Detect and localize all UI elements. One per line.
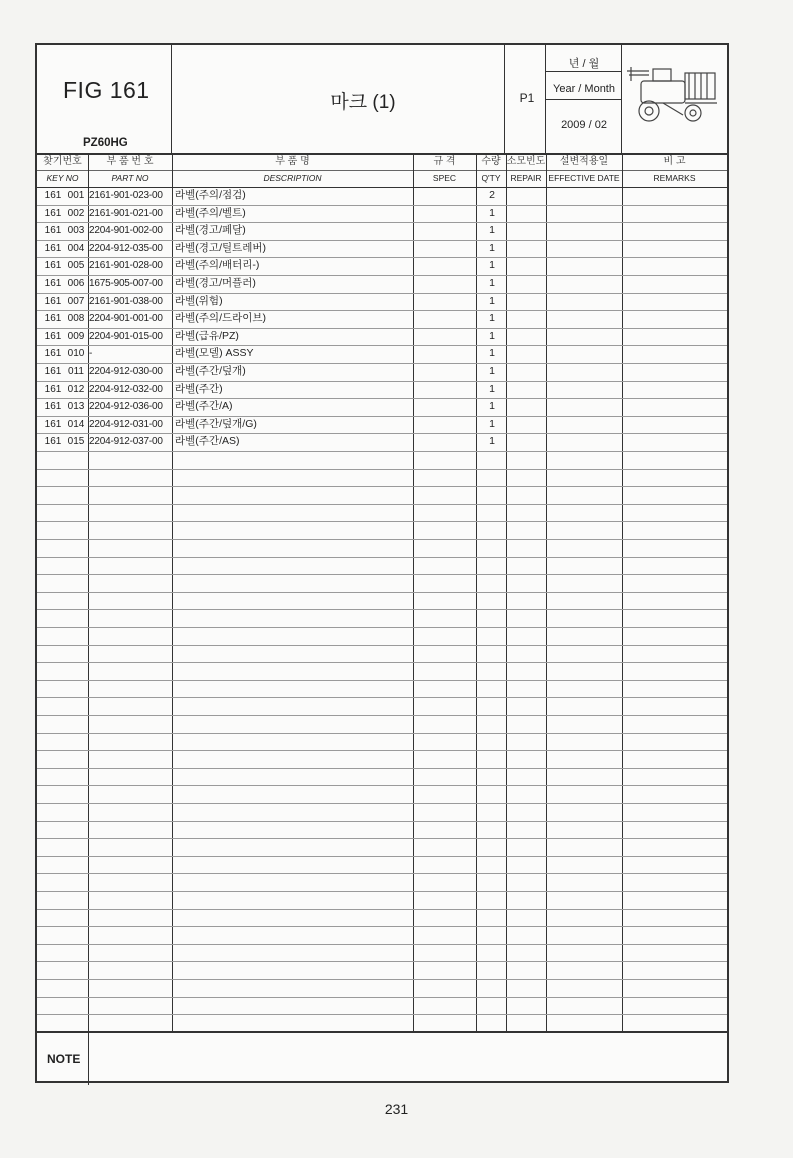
table-row xyxy=(37,310,727,329)
table-row xyxy=(37,345,727,364)
row-part: 2204-912-030-00 xyxy=(89,366,163,377)
col-part-no-en: PART NO xyxy=(111,173,149,183)
col-key-no xyxy=(37,153,88,186)
table-row xyxy=(37,363,727,382)
table-row xyxy=(37,293,727,312)
table-row-empty xyxy=(37,521,727,540)
col-part-no-ko: 부 품 번 호 xyxy=(106,156,154,167)
table-row-empty xyxy=(37,1014,727,1033)
row-key: 161 xyxy=(44,330,62,342)
table-row-empty xyxy=(37,609,727,628)
row-part: 1675-905-007-00 xyxy=(89,278,163,289)
table-row-empty xyxy=(37,997,727,1016)
row-part: 2161-901-028-00 xyxy=(89,260,163,272)
table-row-empty xyxy=(37,574,727,593)
row-desc: 라벨(주의/배터리-) xyxy=(175,259,260,272)
row-no: 008 xyxy=(67,313,85,325)
table-row-empty xyxy=(37,504,727,523)
col-description-ko: 부 품 명 xyxy=(275,156,310,167)
col-key-no-en: KEY NO xyxy=(46,173,79,183)
row-qty: 1 xyxy=(489,329,495,342)
col-qty xyxy=(476,153,506,186)
table-row-empty xyxy=(37,909,727,928)
table-row-empty xyxy=(37,785,727,804)
row-part: 2204-912-031-00 xyxy=(89,418,163,430)
col-repair-ko: 소모빈도 xyxy=(506,156,546,167)
table-row-empty xyxy=(37,926,727,945)
col-repair xyxy=(506,153,546,186)
row-qty: 1 xyxy=(489,312,495,325)
row-desc: 라벨(주간) xyxy=(175,382,223,395)
note-label: NOTE xyxy=(47,1052,81,1066)
table-row-empty xyxy=(37,803,727,822)
col-remarks xyxy=(622,153,727,186)
year-month-value: 2009 / 02 xyxy=(561,119,607,131)
column-header-row xyxy=(37,153,727,188)
divider xyxy=(171,45,172,153)
row-no: 003 xyxy=(67,225,85,237)
row-part: 2161-901-023-00 xyxy=(89,190,163,201)
table-row xyxy=(37,240,727,259)
row-key: 161 xyxy=(44,242,62,254)
col-effective-date xyxy=(546,153,622,186)
row-desc: 라벨(주의/점검) xyxy=(175,189,246,201)
row-no: 010 xyxy=(67,348,85,360)
table-row-empty xyxy=(37,961,727,980)
table-row xyxy=(37,433,727,452)
col-effective-date-en: EFFECTIVE DATE xyxy=(548,173,620,183)
row-no: 012 xyxy=(67,383,85,395)
row-key: 161 xyxy=(44,295,62,307)
row-no: 009 xyxy=(67,330,85,342)
row-qty: 1 xyxy=(489,294,495,307)
row-no: 007 xyxy=(67,295,85,307)
row-part: 2161-901-021-00 xyxy=(89,207,163,219)
row-part: 2204-912-032-00 xyxy=(89,383,163,395)
row-key: 161 xyxy=(44,383,62,395)
row-desc: 라벨(경고/머플러) xyxy=(175,277,256,289)
row-part: 2204-912-035-00 xyxy=(89,242,163,254)
row-desc: 라벨(주의/드라이브) xyxy=(175,312,267,325)
header-block xyxy=(37,45,727,155)
col-description-en: DESCRIPTION xyxy=(263,173,322,183)
row-no: 002 xyxy=(67,207,85,219)
year-month-korean: 년 / 월 xyxy=(568,58,600,70)
row-qty: 1 xyxy=(489,382,495,395)
row-qty: 1 xyxy=(489,206,495,219)
row-no: 004 xyxy=(67,242,85,254)
table-row-empty xyxy=(37,486,727,505)
col-qty-en: Q'TY xyxy=(481,173,501,183)
row-desc: 라벨(주간/A) xyxy=(175,400,233,413)
row-desc: 라벨(모델) ASSY xyxy=(175,347,254,360)
table-row xyxy=(37,205,727,224)
table-row-empty xyxy=(37,856,727,875)
row-qty: 1 xyxy=(489,259,495,272)
table-row-empty xyxy=(37,733,727,752)
row-key: 161 xyxy=(44,348,62,360)
row-part: - xyxy=(89,348,93,360)
col-spec-ko: 규 격 xyxy=(433,156,456,167)
table-row xyxy=(37,275,727,294)
rice-transplanter-icon xyxy=(623,59,723,129)
table-row-empty xyxy=(37,891,727,910)
row-qty: 1 xyxy=(489,435,495,448)
row-desc: 라벨(급유/PZ) xyxy=(175,329,239,342)
row-key: 161 xyxy=(44,225,62,237)
table-row xyxy=(37,381,727,400)
col-part-no xyxy=(88,153,172,186)
divider xyxy=(88,1033,89,1085)
row-key: 161 xyxy=(44,313,62,325)
table-row-empty xyxy=(37,627,727,646)
table-row-empty xyxy=(37,645,727,664)
row-part: 2204-901-002-00 xyxy=(89,225,163,237)
row-desc: 라벨(경고/틸트레버) xyxy=(175,241,267,254)
row-qty: 1 xyxy=(489,400,495,413)
row-no: 014 xyxy=(67,418,85,430)
table-row-empty xyxy=(37,592,727,611)
table-row xyxy=(37,328,727,347)
row-qty: 1 xyxy=(489,241,495,254)
col-repair-en: REPAIR xyxy=(510,173,542,183)
col-spec-en: SPEC xyxy=(432,173,457,183)
table-row xyxy=(37,416,727,435)
year-month-english: Year / Month xyxy=(553,83,615,95)
table-row-empty xyxy=(37,821,727,840)
col-spec xyxy=(413,153,476,186)
page-title: 마크 (1) xyxy=(330,92,396,113)
fig-label: FIG 161 xyxy=(63,77,150,103)
row-desc: 라벨(주간/덮개) xyxy=(175,365,246,377)
row-qty: 1 xyxy=(489,277,495,289)
row-desc: 라벨(주의/벨트) xyxy=(175,206,246,219)
table-row xyxy=(37,257,727,276)
row-part: 2204-912-036-00 xyxy=(89,401,163,413)
table-row-empty xyxy=(37,539,727,558)
table-row-empty xyxy=(37,469,727,488)
table-row-empty xyxy=(37,451,727,470)
row-desc: 라벨(주간/AS) xyxy=(175,435,240,448)
row-key: 161 xyxy=(44,278,62,289)
row-key: 161 xyxy=(44,418,62,430)
col-description xyxy=(172,153,413,186)
table-row-empty xyxy=(37,944,727,963)
row-qty: 1 xyxy=(489,224,495,237)
row-no: 011 xyxy=(68,366,84,377)
row-part: 2161-901-038-00 xyxy=(89,295,163,307)
col-effective-date-ko: 설변적용일 xyxy=(559,156,609,167)
col-remarks-en: REMARKS xyxy=(653,173,696,183)
row-key: 161 xyxy=(44,401,62,413)
table-row-empty xyxy=(37,557,727,576)
divider xyxy=(546,71,622,72)
row-desc: 라벨(주간/덮개/G) xyxy=(175,417,257,430)
table-row-empty xyxy=(37,750,727,769)
row-part: 2204-901-001-00 xyxy=(89,313,163,325)
row-key: 161 xyxy=(44,207,62,219)
row-qty: 1 xyxy=(489,347,495,360)
row-qty: 1 xyxy=(489,417,495,430)
col-qty-ko: 수량 xyxy=(481,156,501,167)
table-row-empty xyxy=(37,873,727,892)
col-key-no-ko: 찾기번호 xyxy=(43,156,82,167)
row-no: 013 xyxy=(67,401,85,413)
parts-list-sheet xyxy=(35,43,729,1083)
table-row-empty xyxy=(37,662,727,681)
row-key: 161 xyxy=(44,366,62,377)
row-no: 015 xyxy=(67,436,85,448)
table-row xyxy=(37,187,727,206)
page-code: P1 xyxy=(519,91,535,105)
row-desc: 라벨(위험) xyxy=(175,294,223,307)
row-part: 2204-901-015-00 xyxy=(89,330,163,342)
table-row xyxy=(37,222,727,241)
table-row-empty xyxy=(37,979,727,998)
row-key: 161 xyxy=(44,190,62,201)
col-remarks-ko: 비 고 xyxy=(663,156,686,167)
row-part: 2204-912-037-00 xyxy=(89,436,163,448)
row-desc: 라벨(경고/페달) xyxy=(175,224,246,237)
table-row-empty xyxy=(37,838,727,857)
row-no: 006 xyxy=(67,278,85,289)
row-no: 005 xyxy=(67,260,85,272)
table-row-empty xyxy=(37,768,727,787)
table-row-empty xyxy=(37,715,727,734)
table-row-empty xyxy=(37,697,727,716)
divider xyxy=(546,99,622,100)
table-row-empty xyxy=(37,680,727,699)
note-box xyxy=(37,1031,727,1085)
table-row xyxy=(37,398,727,417)
row-no: 001 xyxy=(67,190,85,201)
row-qty: 1 xyxy=(489,365,495,377)
row-qty: 2 xyxy=(489,189,495,201)
row-key: 161 xyxy=(44,260,62,272)
model-name: PZ60HG xyxy=(83,137,128,149)
row-key: 161 xyxy=(44,436,62,448)
page-number: 231 xyxy=(384,1101,409,1117)
